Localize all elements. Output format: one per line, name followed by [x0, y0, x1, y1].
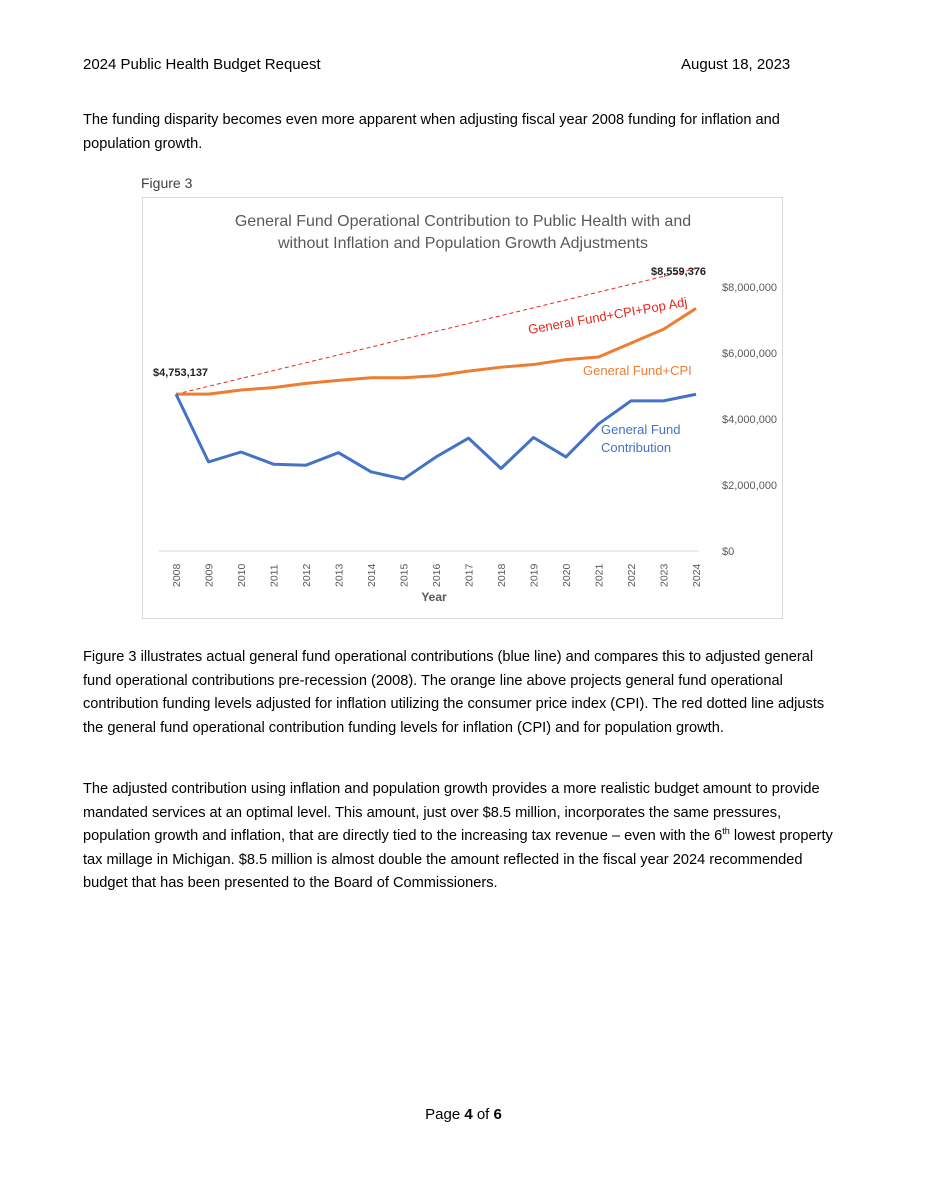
- footer-middle: of: [472, 1106, 494, 1123]
- series-label-general-fund-line-1: General Fund: [601, 422, 681, 437]
- y-tick-label: $4,000,000: [722, 414, 778, 426]
- superscript-th: th: [722, 826, 730, 837]
- x-tick-label: 2019: [528, 563, 541, 587]
- line-chart: [143, 198, 784, 620]
- series-label-general-fund-cpi-pop-adj: General Fund+CPI+Pop Adj: [526, 294, 689, 337]
- x-tick-label: 2024: [691, 563, 703, 587]
- x-tick-label: 2017: [463, 563, 476, 587]
- x-tick-label: 2014: [366, 563, 378, 587]
- conclusion-paragraph: [83, 778, 843, 896]
- x-tick-label: 2012: [301, 563, 313, 587]
- x-tick-label: 2018: [496, 563, 508, 587]
- x-axis-label: Year: [421, 590, 447, 604]
- figure-label: Figure 3: [141, 175, 193, 191]
- x-tick-label: 2011: [268, 564, 281, 587]
- x-tick-label: 2016: [431, 563, 443, 587]
- page-footer: [0, 1106, 927, 1123]
- conclusion-text-a: The adjusted contribution using inflation and population growth provides a more realistic budget amount to provide mandated services at an optimal level. This amount, just over $8.5 million, incorporates the same pressures, population growth and inflation, that are directly tied to the increasing tax revenue – even with the 6: [83, 781, 820, 845]
- x-tick-label: 2010: [236, 563, 248, 587]
- chart-title-line-2: without Inflation and Population Growth Adjustments: [278, 235, 648, 252]
- y-tick-label: $6,000,000: [722, 348, 778, 360]
- x-tick-label: 2013: [333, 563, 346, 587]
- footer-page-total: 6: [493, 1106, 502, 1123]
- explanation-paragraph: Figure 3 illustrates actual general fund operational contributions (blue line) and compares this to adjusted general fund operational contributions pre-recession (2008). The orange line above projects general fund operational contribution funding levels adjusted for inflation utilizing the consumer price index (CPI). The red dotted line adjusts the general fund operational contribution funding levels for inflation (CPI) and for population growth.: [83, 649, 825, 736]
- x-tick-label: 2020: [561, 563, 573, 587]
- x-tick-label: 2021: [593, 563, 606, 587]
- x-tick-label: 2023: [658, 563, 671, 587]
- conclusion-text-b: lowest property tax millage in Michigan. $8.5 million is almost double the amount reflected in the fiscal year 2024 recommended budget that has been presented to the Board of Commissioners.: [83, 828, 833, 892]
- annotation-2008-value: $4,753,137: [153, 367, 209, 379]
- y-tick-label: $2,000,000: [722, 480, 778, 492]
- footer-prefix: Page: [425, 1106, 465, 1123]
- y-tick-label: $0: [722, 546, 735, 558]
- x-tick-label: 2008: [171, 563, 183, 587]
- series-label-general-fund-cpi: General Fund+CPI: [583, 363, 692, 378]
- intro-paragraph: The funding disparity becomes even more apparent when adjusting fiscal year 2008 funding for inflation and population growth.: [83, 112, 780, 152]
- y-tick-label: $8,000,000: [722, 282, 778, 294]
- annotation-2024-value: $8,559,376: [651, 266, 707, 278]
- x-tick-label: 2009: [203, 563, 216, 587]
- x-tick-label: 2022: [626, 563, 638, 587]
- footer-page-number: 4: [464, 1106, 473, 1123]
- header-date: August 18, 2023: [681, 56, 791, 73]
- header-title: 2024 Public Health Budget Request: [83, 56, 321, 73]
- series-label-general-fund-line-2: Contribution: [601, 440, 672, 455]
- chart-title-line-1: General Fund Operational Contribution to Public Health with and: [234, 213, 692, 230]
- chart-frame: [142, 197, 783, 619]
- x-tick-label: 2015: [398, 563, 411, 587]
